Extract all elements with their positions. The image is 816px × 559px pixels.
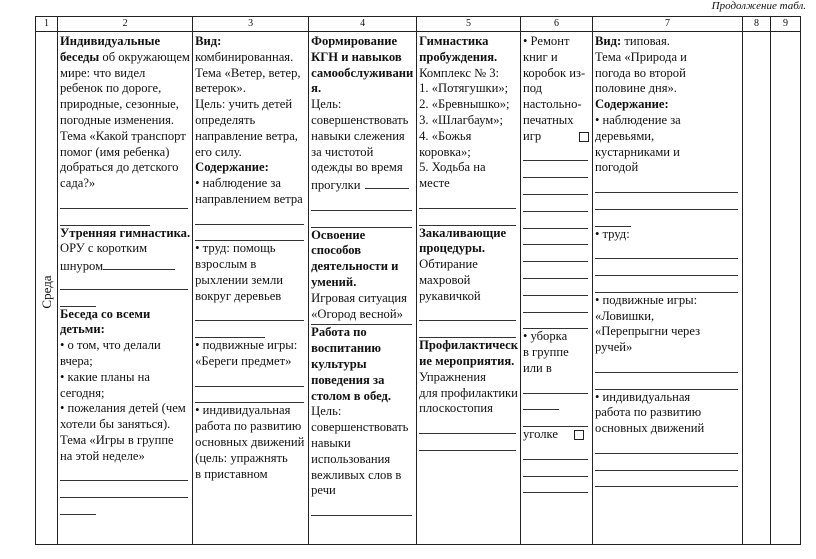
text-line: 5. Ходьба на [419, 160, 486, 175]
text-line: рукавичкой [419, 288, 481, 303]
fill-line [195, 208, 304, 225]
text-line: Вид: [195, 34, 222, 48]
text-line: Профилактическ [419, 338, 518, 353]
checkbox-icon [574, 430, 584, 440]
fill-line [60, 498, 96, 515]
fill-line [595, 276, 738, 293]
text-line: вокруг деревьев [195, 288, 282, 303]
fill-line [523, 145, 588, 162]
text-line: печатных [522, 112, 574, 127]
text-line: речи [311, 483, 336, 498]
text-line: деятельности и [311, 259, 399, 274]
day-label: Среда [38, 275, 54, 309]
work-cell [520, 32, 592, 545]
text-line: Цель: [311, 97, 342, 112]
fill-line [60, 209, 150, 226]
text-line: • о том, что делали [60, 338, 161, 353]
fill-line [595, 210, 631, 227]
text-line: на этой неделе» [60, 448, 145, 463]
text-line: ОРУ с коротким [60, 241, 148, 256]
morning-cell [58, 32, 193, 545]
text-line: в приставном [195, 466, 268, 481]
fill-line [523, 195, 588, 212]
fill-line [523, 460, 588, 477]
fill-line [419, 321, 516, 338]
fill-line [523, 229, 588, 246]
text-line: или в [522, 360, 552, 375]
fill-line [195, 321, 265, 338]
text-line: совершенствовать [311, 112, 409, 127]
skills-cell [309, 32, 417, 545]
fill-line [595, 471, 738, 488]
fill-line [523, 394, 559, 411]
checkbox-icon [579, 132, 589, 142]
text-line: 3. «Шлагбаум»; [419, 112, 504, 127]
text-line: способов [311, 243, 362, 258]
fill-line [523, 443, 588, 460]
fill-line [595, 454, 738, 471]
text-line: рыхлении земли [195, 272, 283, 287]
text-line: работа по развитию [594, 405, 702, 420]
text-line: • индивидуальная [195, 403, 291, 418]
fill-line [60, 290, 96, 307]
text-line: половине дня». [594, 81, 677, 96]
fill-line [60, 273, 188, 290]
fill-line [523, 161, 588, 178]
text-line: месте [419, 176, 450, 191]
text-line: я. [311, 81, 322, 96]
text-line: Тема «Ветер, ветер, [195, 65, 301, 80]
text-line: столом в обед. [311, 388, 392, 403]
text-line: одежды во время [311, 160, 403, 175]
text-line: «Береги предмет» [195, 353, 292, 368]
empty-cell-8 [742, 32, 770, 545]
text-line: самообслуживани [311, 65, 414, 80]
fill-line [60, 192, 188, 209]
col-number: 3 [193, 17, 309, 32]
text-line: сегодня; [60, 385, 105, 400]
text-line: Тема «Природа и [594, 49, 687, 64]
text-line: основных движений [594, 421, 705, 436]
text-line: пробуждения. [419, 49, 498, 64]
text-line: Формирование [311, 34, 398, 48]
text-line: коробок из- [522, 65, 586, 80]
text-line: умений. [311, 274, 357, 289]
text-line: «Огород весной» [311, 306, 403, 321]
col-number: 7 [592, 17, 742, 32]
fill-line [523, 410, 588, 427]
fill-line [419, 209, 516, 226]
fill-line [311, 499, 412, 516]
text-line: определять [195, 112, 256, 127]
text-line: Упражнения [419, 369, 486, 384]
col-number: 8 [742, 17, 770, 32]
col-number: 9 [770, 17, 800, 32]
text-line: Обтирание [419, 257, 478, 272]
fill-line [419, 434, 516, 451]
text-line: • наблюдение за [195, 176, 281, 191]
text-line: направление ветра, [195, 128, 298, 143]
text-line: помог (имя ребенка) [60, 144, 170, 159]
evening-cell [417, 32, 521, 545]
text-line: ручей» [594, 340, 633, 355]
text-line: • подвижные игры: [594, 292, 698, 307]
fill-line [595, 193, 738, 210]
fill-line [419, 417, 516, 434]
day-row [36, 32, 801, 545]
fill-line [595, 259, 738, 276]
fill-line [195, 387, 304, 404]
text-line: использования [311, 451, 391, 466]
fill-line [595, 242, 738, 259]
fill-line [195, 305, 304, 322]
text-line: уголке [523, 427, 590, 443]
text-line: Закаливающие [419, 225, 507, 240]
fill-line [195, 225, 304, 242]
fill-line [311, 194, 412, 211]
text-line: Утренняя гимнастика. [60, 225, 191, 240]
text-line: погода во второй [594, 65, 686, 80]
fill-line [523, 477, 588, 494]
day-cell [36, 32, 58, 545]
text-line: • труд: [594, 226, 630, 241]
text-line: ребенок по дороге, [60, 81, 162, 96]
text-line: основных движений [195, 434, 305, 449]
fill-line [523, 245, 588, 262]
text-line: • Ремонт [522, 34, 570, 48]
text-line: кустарниками и [594, 144, 680, 159]
fill-line [195, 370, 304, 387]
text-line: совершенствовать [311, 420, 409, 435]
text-line: ветерок». [195, 81, 246, 96]
text-line: Игровая ситуация [311, 290, 407, 305]
fill-line [523, 313, 588, 330]
text-line: • индивидуальная [594, 389, 691, 404]
text-line: вежливых слов в [311, 467, 402, 482]
text-line: • какие планы на [60, 369, 150, 384]
text-line: 4. «Божья [419, 128, 472, 143]
text-line: Беседа со всеми [60, 306, 151, 321]
text-line: поведения за [311, 372, 385, 387]
afternoon-walk-cell [592, 32, 742, 545]
empty-cell-9 [770, 32, 800, 545]
text-line: за чистотой [311, 144, 374, 159]
text-line: 2. «Бревнышко»; [419, 97, 510, 112]
text-line: настольно- [522, 97, 582, 112]
text-line: Индивидуальные [60, 34, 161, 48]
fill-line [523, 212, 588, 229]
text-line: воспитанию [311, 341, 382, 356]
text-line: Освоение [311, 227, 366, 242]
text-line: плоскостопия [419, 401, 493, 416]
text-line: направлением ветра [195, 191, 303, 206]
text-line: его силу. [195, 144, 242, 159]
col-number: 5 [417, 17, 521, 32]
text-line: работа по развитию [195, 419, 302, 434]
text-line: навыки слежения [311, 128, 405, 143]
text-line: ие мероприятия. [419, 353, 515, 368]
text-line: • наблюдение за [594, 112, 681, 127]
text-line: детьми: [60, 322, 105, 337]
text-line: взрослым в [195, 257, 257, 272]
text-line: природные, сезонные, [60, 97, 179, 112]
text-line: книг и [522, 49, 558, 64]
text-line: Цель: [311, 404, 342, 419]
fill-line [523, 296, 588, 313]
text-line: хотели бы заняться). [60, 417, 171, 432]
fill-line [523, 279, 588, 296]
fill-line [523, 178, 588, 195]
text-line: сада?» [60, 176, 96, 191]
fill-line: шнуром [60, 257, 188, 273]
text-line: для профилактики [419, 385, 518, 400]
text-line: • пожелания детей (чем [60, 401, 186, 416]
text-line: коровка»; [419, 144, 471, 159]
text-line: «Перепрыгни через [594, 324, 701, 339]
text-line: прогулки [311, 176, 414, 194]
text-line: 1. «Потягушки»; [419, 81, 509, 96]
text-line: Вид: типовая. [594, 34, 670, 48]
fill-line [311, 211, 412, 228]
text-line: в группе [522, 345, 569, 360]
fill-line [595, 437, 738, 454]
text-line: махровой [419, 272, 471, 287]
text-line: погодные изменения. [60, 112, 175, 127]
fill-line [595, 356, 738, 373]
text-line: Тема «Игры в группе [60, 432, 174, 447]
text-line: (цель: упражнять [195, 450, 288, 465]
text-line: • уборка [522, 329, 568, 344]
text-line: Гимнастика [419, 34, 489, 48]
text-line: игр [523, 129, 590, 145]
fill-line [60, 465, 188, 482]
column-number-row [36, 17, 801, 32]
table-caption: Продолжение табл. [711, 0, 806, 12]
col-number: 4 [309, 17, 417, 32]
text-line: • подвижные игры: [195, 338, 298, 353]
col-number: 6 [520, 17, 592, 32]
fill-line [419, 305, 516, 322]
text-line: комбинированная. [195, 49, 294, 64]
plan-table [35, 16, 801, 545]
fill-line [523, 262, 588, 279]
text-line: Цель: учить детей [195, 97, 293, 112]
fill-line [595, 373, 738, 390]
text-line: «Ловишки, [594, 308, 655, 323]
text-line: Тема «Какой транспорт [60, 128, 186, 143]
text-line: деревьями, [594, 128, 655, 143]
text-line: культуры [311, 356, 367, 371]
fill-line [595, 176, 738, 193]
walk-cell [193, 32, 309, 545]
text-line: мире: что видел [60, 65, 146, 80]
text-line: под [522, 81, 543, 96]
text-line: добраться до детского [60, 160, 179, 175]
text-line: Содержание: [195, 160, 269, 175]
col-number: 1 [36, 17, 58, 32]
col-number: 2 [58, 17, 193, 32]
text-line: процедуры. [419, 241, 486, 256]
text-line: • труд: помощь [195, 241, 276, 256]
fill-line [523, 377, 588, 394]
fill-line [419, 192, 516, 209]
text-line: навыки [311, 435, 351, 450]
text-line: беседы об окружающем [60, 49, 190, 64]
text-line: вчера; [60, 353, 93, 368]
text-line: погодой [594, 160, 639, 175]
text-line: Содержание: [594, 97, 669, 112]
text-line: Работа по [311, 325, 367, 340]
fill-line [60, 481, 188, 498]
text-line: Комплекс № 3: [419, 65, 500, 80]
text-line: КГН и навыков [311, 49, 402, 64]
